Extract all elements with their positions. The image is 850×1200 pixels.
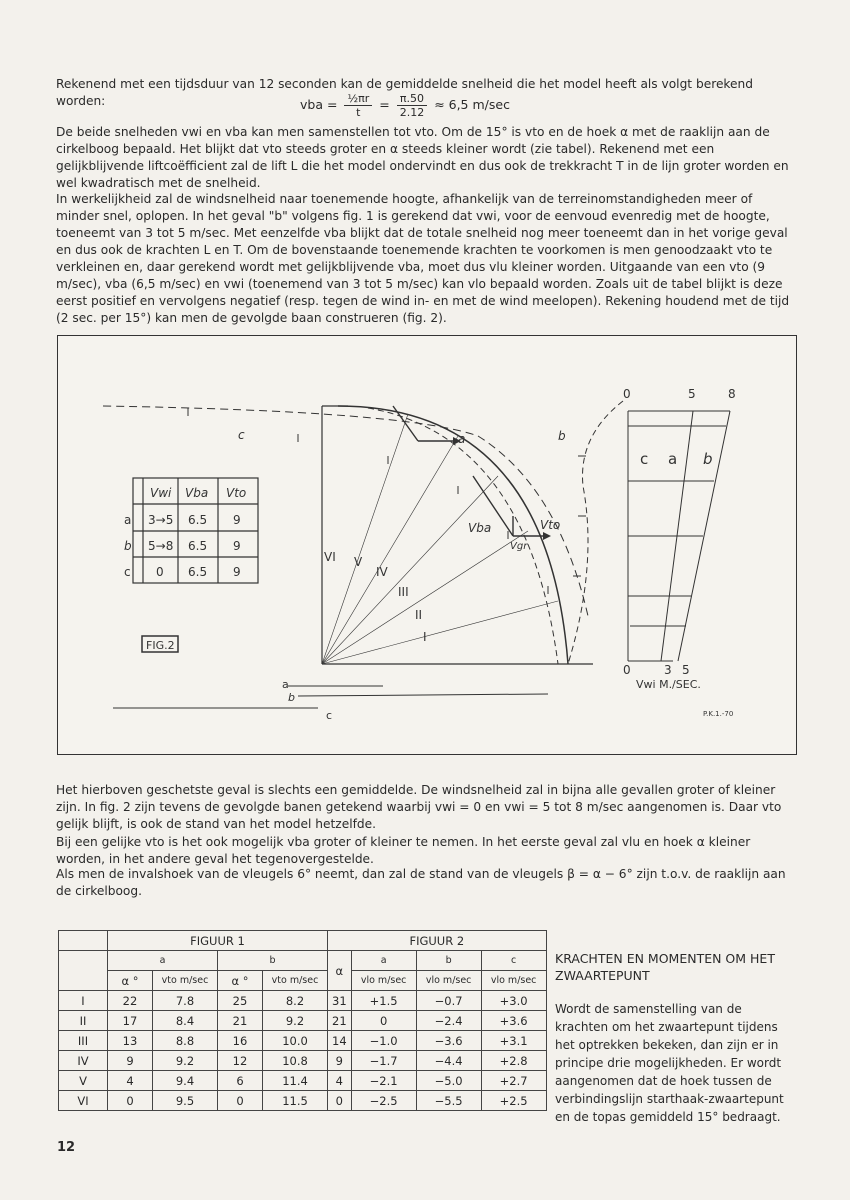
table-row [59,1011,547,1031]
roman-IV: IV [376,565,388,579]
table-cell: 17 [108,1011,153,1031]
top-tick-0: 0 [623,387,631,401]
table-cell: −3.6 [416,1031,481,1051]
vector-label-vgr: Vgr [510,541,528,552]
top-tick-5: 5 [688,387,696,401]
table-cell: 0 [218,1091,263,1111]
table-cell: 0 [108,1091,153,1111]
mini-row-c-vba: 6.5 [188,565,208,579]
col-label-c: c [640,450,649,468]
top-tick-8: 8 [728,387,736,401]
bottom-traces [113,686,548,708]
table-cell: I [59,991,108,1011]
table-cell: V [59,1071,108,1091]
wind-profile-panel [628,411,730,661]
table-row [59,1031,547,1051]
formula-fraction-2 [397,92,428,119]
table-body [59,991,547,1111]
table-cell: −2.5 [351,1091,416,1111]
bottom-tick-3: 3 [664,663,672,677]
figure-2 [57,335,797,755]
table-cell: −2.4 [416,1011,481,1031]
col-alpha-a: α ° [108,971,153,991]
roman-II: II [415,608,423,622]
table-cell: 9 [328,1051,352,1071]
formula-fraction-1 [344,92,372,119]
table-cell: 21 [218,1011,263,1031]
mini-row-c-label: c [124,565,131,579]
formula-result: ≈ 6,5 m/sec [434,97,510,112]
table-cell: III [59,1031,108,1051]
mini-row-a-vba: 6.5 [188,513,208,527]
paragraph-5: Als men de invalshoek van de vleugels 6° neemt, dan zal de stand van de vleugels β = α − 6° zijn t.o.v. de raaklijn aan de cirkelboog. [56,867,786,898]
intro-text: Rekenend met een tijdsduur van 12 seconden kan de gemiddelde snelheid die het model heeft als volgt berekend worden: [56,77,754,108]
formula-frac2-den: 2.12 [399,106,425,119]
formula-frac1-num: ½πr [344,92,372,106]
vector-label-vto: Vto [540,518,561,532]
table-row [59,991,547,1011]
roman-V: V [354,555,363,569]
velocity-formula [300,92,510,119]
mini-row-b-vwi: 5→8 [148,539,174,553]
table-cell: 4 [328,1071,352,1091]
header-alpha: α [328,951,352,991]
table-cell: 14 [328,1031,352,1051]
table-cell: 7.8 [153,991,218,1011]
table-cell: +2.8 [481,1051,546,1071]
col-vlo-b: vlo m/sec [416,971,481,991]
velocity-vectors [393,406,543,536]
table-cell: 16 [218,1031,263,1051]
table-cell: 10.8 [263,1051,328,1071]
signature: P.K.1.-70 [703,710,734,718]
paragraph-2: In werkelijkheid zal de windsnelheid naar toenemende hoogte, afhankelijk van de terreinomstandigheden meer of minder snel, oplopen. In het geval "b" volgens fig. 1 is gerekend dat vwi, voor de eenvoud evenredig met de hoogte, toeneemt van 3 tot 5 m/sec. Met eenzelfde vba blijkt dat de totale snelheid nog meer toeneemt dan in het vorige geval en dus ook de krachten L en T. Om de bovenstaande toenemende krachten te voorkomen is men genoodzaakt vto te verkleinen en, daar gerekend wordt met gelijkblijvende vba, moet dus vlu kleiner worden. Uitgaande van een vto (9 m/sec), vba (6,5 m/sec) en vwi (toenemend van 3 tot 5 m/sec) kan vlo bepaald worden. Zoals uit de tabel blijkt is deze eerst positief en vervolgens negatief (resp. tegen de wind in- en met de wind meelopen). Rekening houdend met de tijd (2 sec. per 15°) kan men de gevolgde baan construeren (fig. 2). [56,192,790,325]
table-cell: 4 [108,1071,153,1091]
mini-row-b-vto: 9 [233,539,241,553]
page-number: 12 [57,1140,76,1155]
table-cell: 21 [328,1011,352,1031]
paragraph-3: Het hierboven geschetste geval is slechts een gemiddelde. De windsnelheid zal in bijna alle gevallen groter of kleiner zijn. In fig. 2 zijn tevens de gevolgde banen getekend waarbij vwi = 0 en vwi = 5 tot 8 m/sec aangenomen is. Daar vto gelijk blijft, is ook de stand van het model hetzelfde. [56,783,782,831]
curve-b [568,401,623,664]
col-label-b: b [703,450,713,468]
mini-row-a-label: a [124,513,132,527]
curve-label-a: a [458,432,466,446]
header-figuur-1: FIGUUR 1 [108,931,328,951]
paragraph-4: Bij een gelijke vto is het ook mogelijk vba groter of kleiner te nemen. In het eerste geval zal vlu en hoek α kleiner worden, in het andere geval het tegenovergestelde. [56,835,751,866]
table-cell: 11.4 [263,1071,328,1091]
curve-c [103,406,588,616]
mini-row-a-vwi: 3→5 [148,513,174,527]
mini-header-vba: Vba [185,486,209,500]
table-cell: 12 [218,1051,263,1071]
fig-label: FIG.2 [146,639,175,652]
table-cell: 6 [218,1071,263,1091]
axis-label-vwi: Vwi M./SEC. [636,678,701,691]
col-vlo-a: vlo m/sec [351,971,416,991]
col-vlo-c: vlo m/sec [481,971,546,991]
mini-row-c-vto: 9 [233,565,241,579]
table-cell: 8.4 [153,1011,218,1031]
table-cell: −1.0 [351,1031,416,1051]
table-cell: 9.5 [153,1091,218,1111]
table-row [59,1051,547,1071]
vector-label-vba: Vba [468,521,492,535]
formula-frac1-den: t [356,106,361,119]
table-cell: 25 [218,991,263,1011]
table-cell: −4.4 [416,1051,481,1071]
header-figuur-2: FIGUUR 2 [328,931,547,951]
curve-label-b: b [558,429,566,443]
formula-eq: = [379,97,390,112]
table-cell: +2.5 [481,1091,546,1111]
table-cell: VI [59,1091,108,1111]
mini-header-vwi: Vwi [150,486,172,500]
table-cell: 0 [351,1011,416,1031]
roman-VI: VI [324,550,336,564]
table-cell: 31 [328,991,352,1011]
table-cell: −5.5 [416,1091,481,1111]
table-cell: −1.7 [351,1051,416,1071]
sub-header-c2: c [481,951,546,971]
table-cell: II [59,1011,108,1031]
sub-header-b2: b [416,951,481,971]
mini-row-a-vto: 9 [233,513,241,527]
roman-I: I [423,630,427,644]
sub-header-a2: a [351,951,416,971]
formula-lhs: vba = [300,97,338,112]
section-text: Wordt de samenstelling van de krachten om het zwaartepunt tijdens het optrekken bekeken, dan zijn er in principe drie mogelijkheden. Er wordt aangenomen dat de hoek tussen de verbindingslijn starthaak-zwaartepunt en de topas gemiddeld 15° bedraagt. [555,1002,784,1124]
col-vto-b: vto m/sec [263,971,328,991]
bottom-label-a: a [282,678,289,691]
table-cell: 10.0 [263,1031,328,1051]
table-cell: 8.2 [263,991,328,1011]
roman-III: III [398,585,409,599]
table-cell: 11.5 [263,1091,328,1111]
table-cell: −2.1 [351,1071,416,1091]
curve-label-c: c [238,428,245,442]
table-row [59,1091,547,1111]
results-table [58,930,547,1111]
table-cell: +2.7 [481,1071,546,1091]
table-cell: 9.4 [153,1071,218,1091]
figure-drawing [58,336,796,754]
paragraph-1: De beide snelheden vwi en vba kan men samenstellen tot vto. Om de 15° is vto en de hoek α met de raaklijn aan de cirkelboog bepaald. Het blijkt dat vto steeds groter en α steeds kleiner wordt (zie tabel). Rekenend met een gelijkblijvende liftcoëfficient zal de lift L die het model ondervindt en dus ook de trekkracht T in de lijn groter worden en wel kwadratisch met de snelheid. [56,125,789,190]
table-cell: 22 [108,991,153,1011]
table-row [59,1071,547,1091]
mini-row-c-vwi: 0 [156,565,164,579]
table-cell: 9.2 [263,1011,328,1031]
bottom-tick-5: 5 [682,663,690,677]
sub-header-a: a [108,951,218,971]
table-cell: 9 [108,1051,153,1071]
col-alpha-b: α ° [218,971,263,991]
col-vto-a: vto m/sec [153,971,218,991]
table-cell: IV [59,1051,108,1071]
sub-header-b: b [218,951,328,971]
table-cell: 9.2 [153,1051,218,1071]
table-cell: +3.1 [481,1031,546,1051]
section-title: KRACHTEN EN MOMENTEN OM HET ZWAARTEPUNT [555,951,775,983]
bottom-label-c: c [326,709,333,722]
mini-row-b-label: b [124,539,132,553]
mini-header-vto: Vto [226,486,247,500]
table-cell: −5.0 [416,1071,481,1091]
formula-frac2-num: π.50 [397,92,428,106]
table-cell: 0 [328,1091,352,1111]
table-cell: +1.5 [351,991,416,1011]
col-label-a: a [668,450,678,468]
table-cell: +3.0 [481,991,546,1011]
radial-lines [322,414,561,664]
table-cell: −0.7 [416,991,481,1011]
table-cell: +3.6 [481,1011,546,1031]
bottom-tick-0: 0 [623,663,631,677]
table-cell: 8.8 [153,1031,218,1051]
bottom-label-b: b [288,691,295,704]
table-cell: 13 [108,1031,153,1051]
mini-row-b-vba: 6.5 [188,539,208,553]
